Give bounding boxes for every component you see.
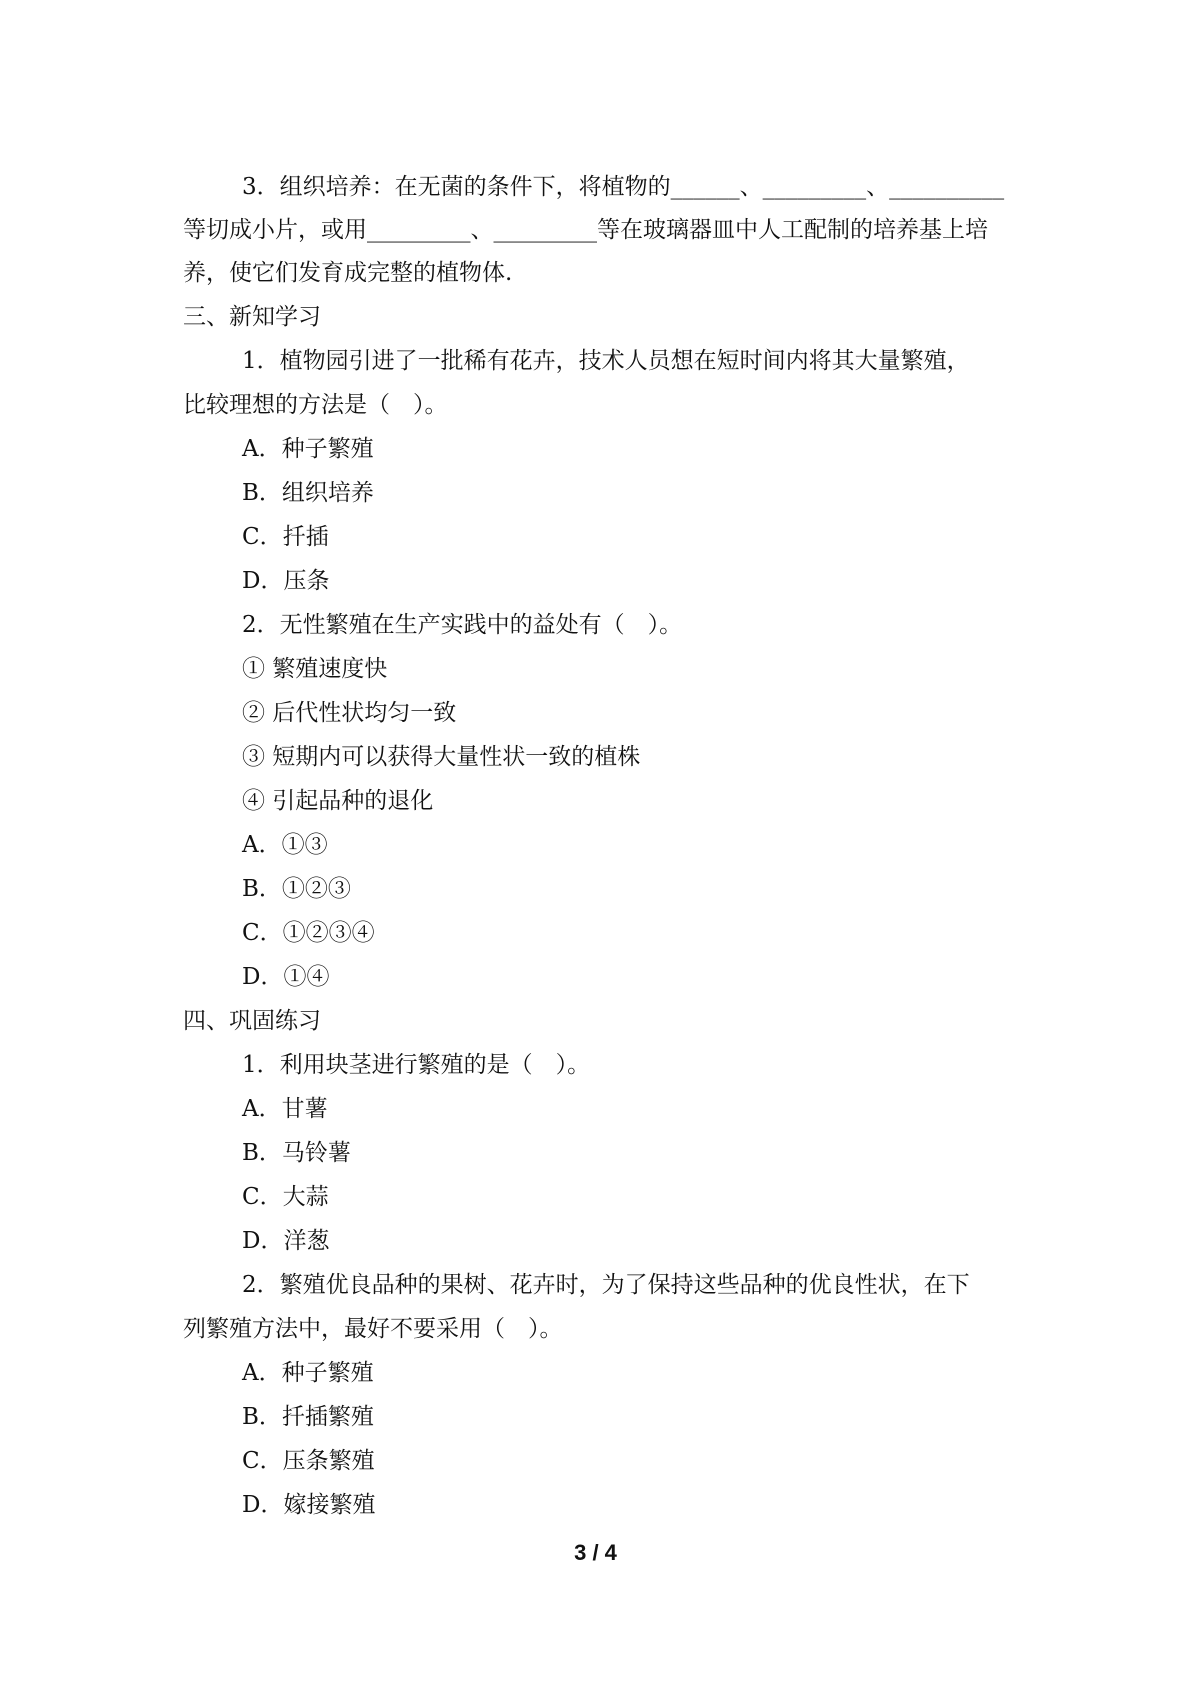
s4-q1-option: B．马铃薯: [242, 1140, 351, 1166]
s3-q1-text-1: 1．植物园引进了一批稀有花卉，技术人员想在短时间内将其大量繁殖，: [242, 348, 970, 374]
s4-q2-text-1: 2．繁殖优良品种的果树、花卉时，为了保持这些品种的优良性状，在下: [242, 1272, 970, 1298]
s4-q1-option: C．大蒜: [242, 1184, 329, 1210]
s3-q2-option: A．①③: [242, 832, 328, 858]
s3-q2-statement: ④ 引起品种的退化: [242, 788, 434, 814]
s3-q1-option: D．压条: [242, 568, 330, 594]
s3-q1-option: C．扦插: [242, 524, 329, 550]
s4-q2-option: D．嫁接繁殖: [242, 1492, 376, 1518]
s4-q1-text: 1．利用块茎进行繁殖的是（ ）。: [242, 1052, 591, 1078]
s3-q2-statement: ② 后代性状均匀一致: [242, 700, 457, 726]
s4-q2-option: B．扦插繁殖: [242, 1404, 374, 1430]
s4-q1-option: A．甘薯: [242, 1096, 328, 1122]
s3-q2-option: D．①④: [242, 964, 330, 990]
section-3-heading: 三、新知学习: [183, 304, 321, 330]
s3-q2-statement: ③ 短期内可以获得大量性状一致的植株: [242, 744, 641, 770]
s4-q2-option: C．压条繁殖: [242, 1448, 375, 1474]
page-number: 3 / 4: [574, 1540, 617, 1565]
intro-line-3: 养，使它们发育成完整的植物体.: [183, 260, 513, 286]
s3-q1-text-2: 比较理想的方法是（ ）。: [183, 392, 448, 418]
s4-q1-option: D．洋葱: [242, 1228, 330, 1254]
s3-q2-option: B．①②③: [242, 876, 351, 902]
s3-q2-text: 2．无性繁殖在生产实践中的益处有（ ）。: [242, 612, 683, 638]
intro-line-2: 等切成小片，或用_________、_________等在玻璃器皿中人工配制的培养基上培: [183, 217, 988, 243]
s4-q2-option: A．种子繁殖: [242, 1360, 374, 1386]
intro-line-1: 3．组织培养：在无菌的条件下，将植物的______、_________、__________: [242, 174, 1005, 200]
s3-q1-option: B．组织培养: [242, 480, 374, 506]
s3-q2-statement: ① 繁殖速度快: [242, 656, 388, 682]
s3-q2-option: C．①②③④: [242, 920, 375, 946]
s3-q1-option: A．种子繁殖: [242, 436, 374, 462]
s4-q2-text-2: 列繁殖方法中，最好不要采用（ ）。: [183, 1316, 563, 1342]
section-4-heading: 四、巩固练习: [183, 1008, 321, 1034]
